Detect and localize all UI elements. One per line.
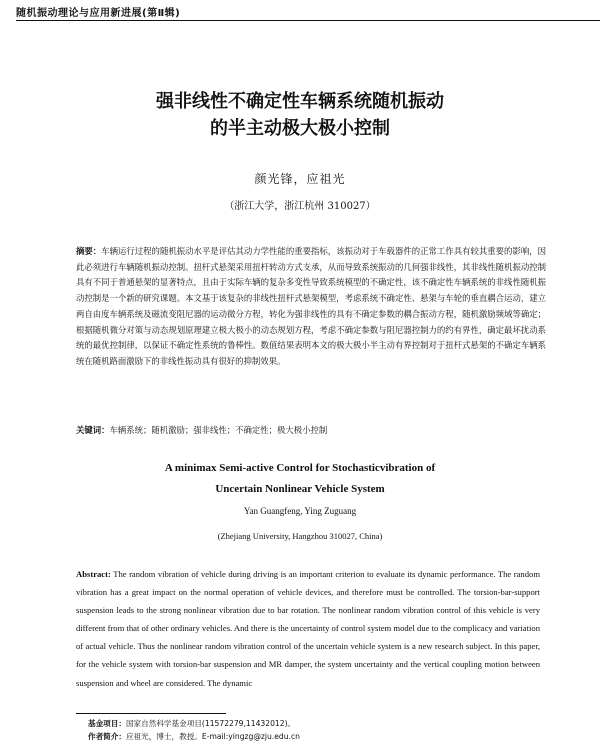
- english-title-line-1: A minimax Semi-active Control for Stochasticvibration of: [164, 462, 436, 474]
- author-label: 作者简介：: [88, 732, 126, 741]
- author-footnote: [88, 730, 300, 743]
- english-title-line-2: Uncertain Nonlinear Vehicle System: [215, 483, 385, 495]
- running-head: 随机振动理论与应用新进展(第Ⅱ辑): [16, 8, 181, 19]
- fund-footnote: [88, 717, 300, 730]
- english-abstract-text: The random vibration of vehicle during driving is an important criterion to evaluate its dynamic performance. The random vibration has a great impact on the normal operation of vehicle devices, and therefore must be controlled. The torsion-bar-support suspension leads to the strong nonlinear vibration due to bar rotation. The nonlinear random vibration control of this vehicle is very different from that of other ordinary vehicles. And there is the uncertainty of control system model due to the complicacy and variation of actual vehicle. Thus the nonlinear random vibration control of the uncertain vehicle system is a new research subject. In this paper, for the vehicle system with torsion-bar suspension and MR damper, the system uncertainty and the vertical coupling motion between suspension and wheel are considered. The dynamic: [76, 569, 540, 688]
- footnote-rule: [76, 713, 226, 714]
- author-text: 应祖光，博士，教授。E-mail:yingzg@zju.edu.cn: [125, 732, 300, 741]
- header-rule: [16, 20, 600, 21]
- chinese-keywords: [76, 423, 546, 437]
- english-authors: Yan Guangfeng, Ying Zuguang: [243, 506, 357, 516]
- english-affiliation: (Zhejiang University, Hangzhou 310027, China): [217, 531, 383, 541]
- english-abstract: [76, 565, 540, 692]
- chinese-keywords-label: 关键词：: [76, 425, 110, 435]
- chinese-affiliation: （浙江大学，浙江杭州 310027）: [224, 201, 376, 212]
- chinese-abstract-label: 摘要：: [76, 246, 102, 256]
- chinese-title: [0, 88, 600, 142]
- english-abstract-label: Abstract:: [76, 569, 111, 579]
- english-title: [0, 458, 600, 500]
- chinese-abstract-text: 车辆运行过程的随机振动水平是评估其动力学性能的重要指标，该振动对于车载器件的正常工作具有较其重要的影响，因此必须进行车辆随机振动控制。扭杆式悬架采用扭杆转动方式支承，从而导致系统振动的几何强非线性，其非线性随机振动控制具有不同于普通悬架的显著特点，且由于实际车辆的复杂多变性导致系统模型的不确定性，该不确定性车辆系统的非线性随机振动控制是一个新的研究课题。本文基于该复杂的非线性扭杆式悬架模型，考虑系统不确定性、悬架与车轮的垂直耦合运动，建立两自由度车辆系统及磁流变阻尼器的运动微分方程，转化为强非线性的具有不确定参数的耦合振动方程，随机激励频域等确定；根据随机微分对策与动态规划原理建立极大极小的动态规划方程，考虑不确定参数与阻尼器控制力的约有界性，确定最坏扰动系统的最优控制律，以保证不确定性系统的鲁棒性。数值结果表明本文的极大极小半主动有界控制对于扭杆式悬架的不确定车辆系统在随机路面激励下的非线性振动具有很好的抑制效果。: [76, 246, 547, 366]
- footnotes: [88, 717, 300, 743]
- chinese-title-line-1: 强非线性不确定性车辆系统随机振动: [156, 91, 444, 112]
- fund-text: 国家自然科学基金项目(11572279,11432012)。: [125, 719, 296, 728]
- chinese-title-line-2: 的半主动极大极小控制: [210, 118, 390, 139]
- chinese-abstract: [76, 244, 546, 370]
- chinese-authors: 颜光锋，应祖光: [254, 172, 346, 186]
- chinese-keywords-text: 车辆系统；随机激励；强非线性；不确定性；极大极小控制: [109, 425, 328, 435]
- fund-label: 基金项目：: [88, 719, 126, 728]
